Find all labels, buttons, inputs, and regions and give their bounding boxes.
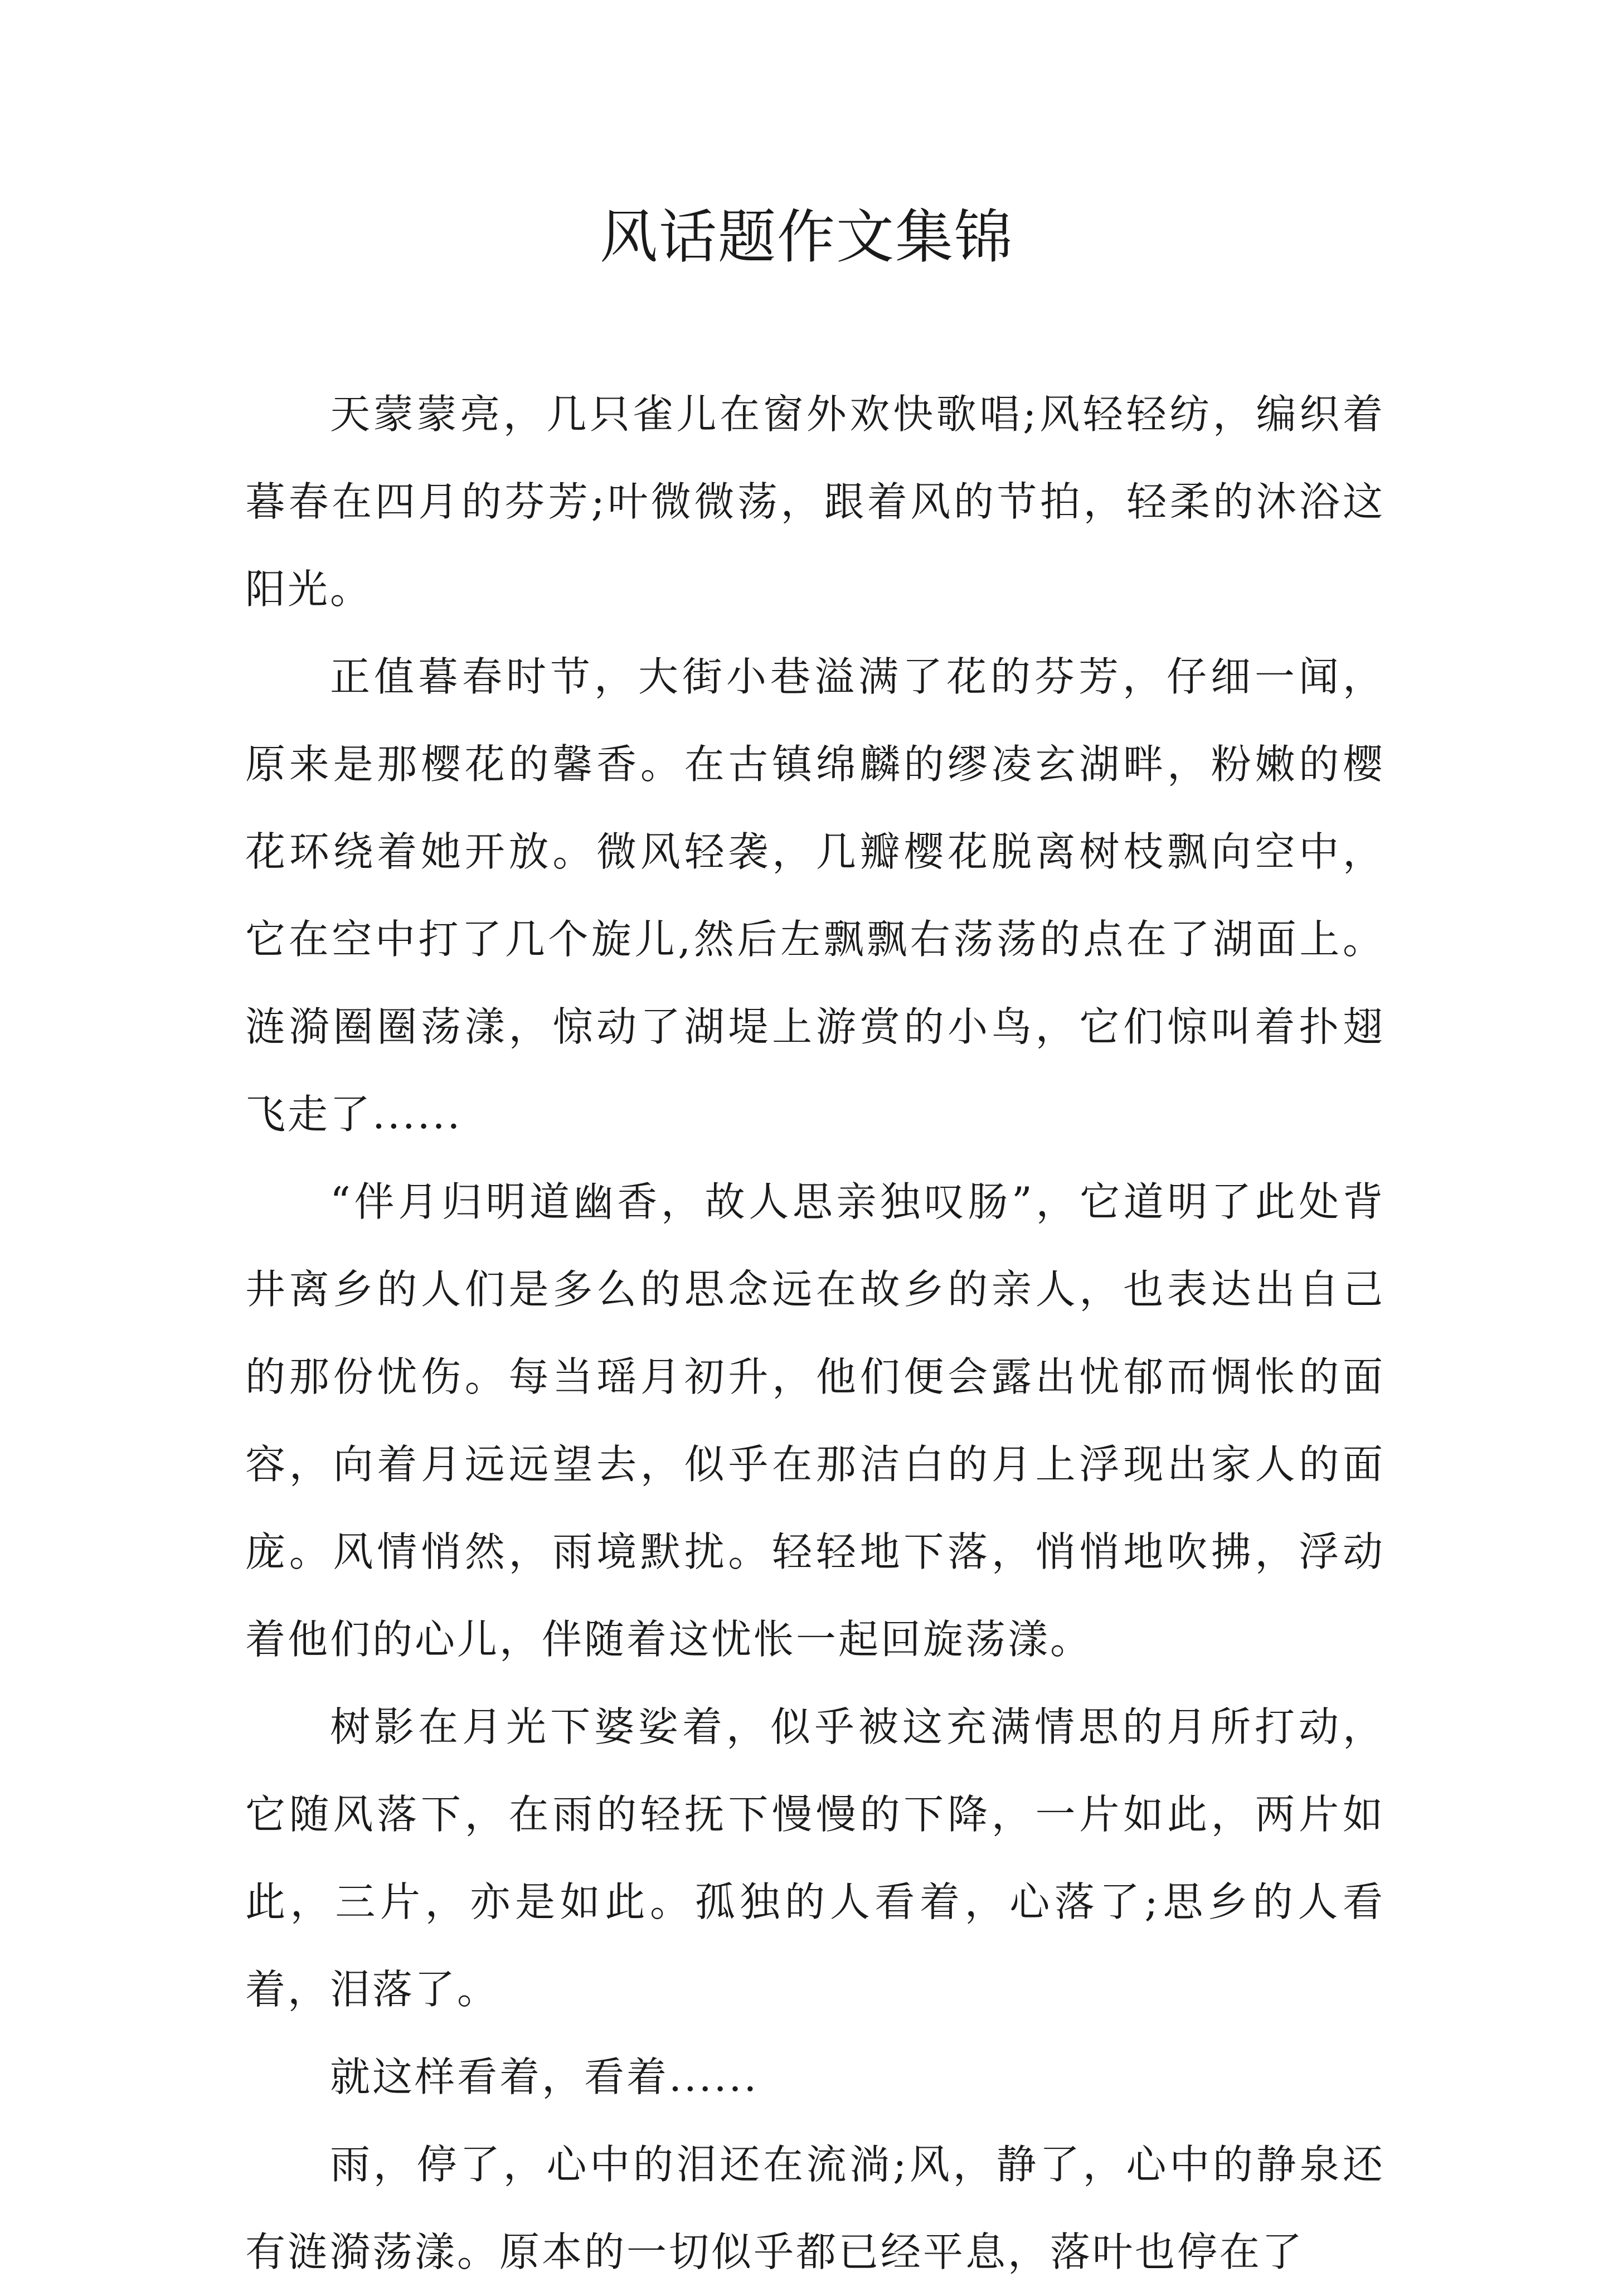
paragraph-1: 天蒙蒙亮，几只雀儿在窗外欢快歌唱;风轻轻纺，编织着暮春在四月的芬芳;叶微微荡，跟着风的节拍，轻柔的沐浴这阳光。 [245,391,1385,613]
paragraph-3: “伴月归明道幽香，故人思亲独叹肠”，它道明了此处背井离乡的人们是多么的思念远在故乡的亲人，也表达出自己的那份忧伤。每当瑶月初升，他们便会露出忧郁而惆怅的面容，向着月远远望去，似乎在那洁白的月上浮现出家人的面庞。风情悄然，雨境默扰。轻轻地下落，悄悄地吹拂，浮动着他们的心儿，伴随着这忧怅一起回旋荡漾。 [245,1178,1385,1663]
paragraph-5: 就这样看着，看着...... [330,2054,759,2100]
document-title: 风话题作文集锦 [599,203,1013,271]
paragraph-2: 正值暮春时节，大街小巷溢满了花的芬芳，仔细一闻，原来是那樱花的馨香。在古镇绵麟的缪凌玄湖畔，粉嫩的樱花环绕着她开放。微风轻袭，几瓣樱花脱离树枝飘向空中，它在空中打了几个旋儿,然后左飘飘右荡荡的点在了湖面上。涟漪圈圈荡漾，惊动了湖堤上游赏的小鸟，它们惊叫着扑翅飞走了...... [245,653,1385,1138]
document-body [245,371,1385,2296]
paragraph-4: 树影在月光下婆娑着，似乎被这充满情思的月所打动，它随风落下，在雨的轻抚下慢慢的下降，一片如此，两片如此，三片，亦是如此。孤独的人看着，心落了;思乡的人看着，泪落了。 [245,1703,1385,2013]
paragraph-6: 雨，停了，心中的泪还在流淌;风，静了，心中的静泉还有涟漪荡漾。原本的一切似乎都已经平息，落叶也停在了 [245,2141,1385,2275]
